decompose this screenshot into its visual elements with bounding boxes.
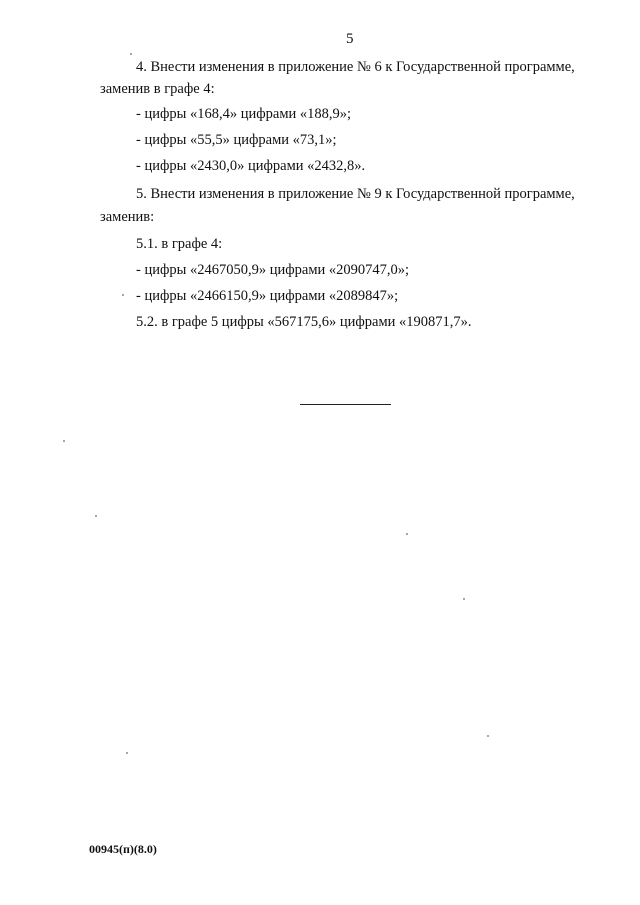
scan-speck	[463, 598, 465, 600]
scan-speck	[95, 515, 97, 517]
paragraph-line: заменив:	[100, 209, 155, 225]
list-item: - цифры «2467050,9» цифрами «2090747,0»;	[136, 262, 410, 278]
list-item: - цифры «55,5» цифрами «73,1»;	[136, 132, 337, 148]
paragraph-line: заменив в графе 4:	[100, 81, 215, 97]
page-number: 5	[346, 31, 354, 47]
subsection-heading: 5.1. в графе 4:	[136, 236, 223, 252]
paragraph-line: 4. Внести изменения в приложение № 6 к Государственной программе,	[136, 59, 575, 75]
scan-speck	[122, 294, 124, 296]
paragraph-line: 5.2. в графе 5 цифры «567175,6» цифрами «190871,7».	[136, 314, 472, 330]
list-item: - цифры «2466150,9» цифрами «2089847»;	[136, 288, 399, 304]
scan-speck	[406, 533, 408, 535]
scan-speck	[130, 53, 132, 55]
scan-speck	[126, 752, 128, 754]
end-divider	[300, 404, 391, 405]
scan-speck	[63, 440, 65, 442]
scan-speck	[487, 735, 489, 737]
paragraph-line: 5. Внести изменения в приложение № 9 к Государственной программе,	[136, 186, 575, 202]
document-code: 00945(п)(8.0)	[89, 842, 157, 856]
list-item: - цифры «168,4» цифрами «188,9»;	[136, 106, 352, 122]
list-item: - цифры «2430,0» цифрами «2432,8».	[136, 158, 366, 174]
